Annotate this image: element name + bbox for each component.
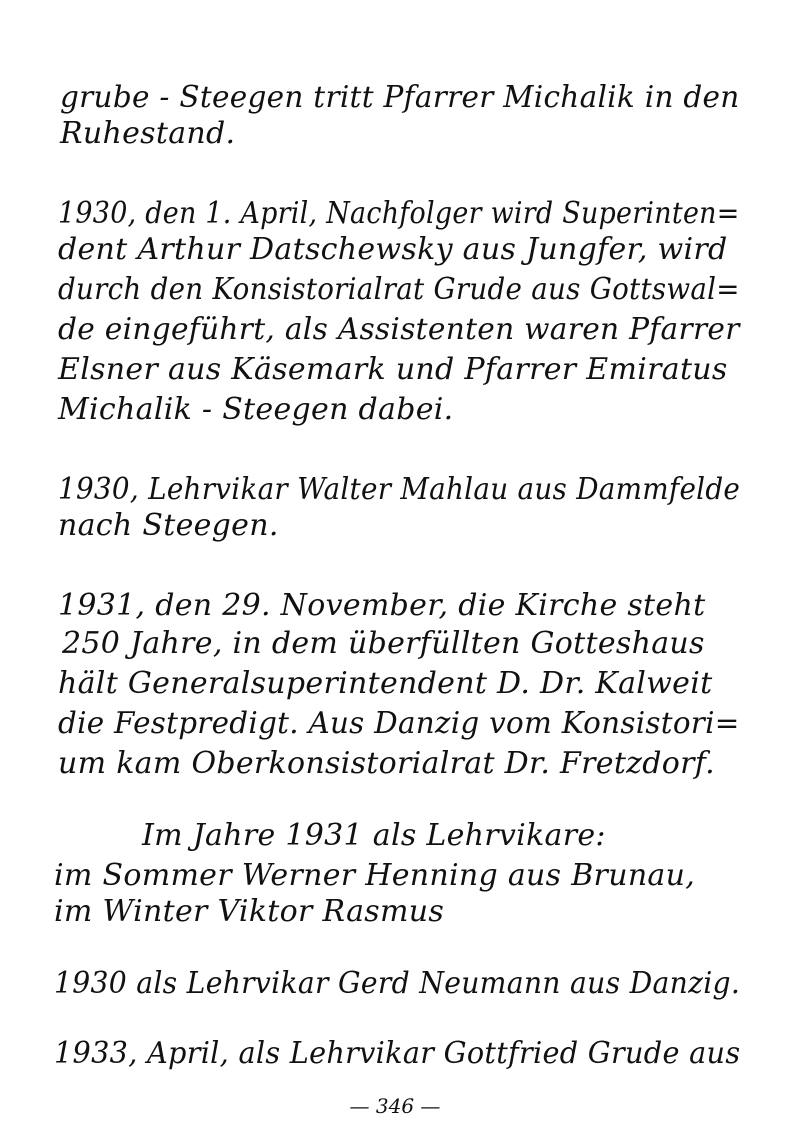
text-line-16: Im Jahre 1931 als Lehrvikare: bbox=[142, 818, 606, 853]
text-line-4: dent Arthur Datschewsky aus Jungfer, wird bbox=[58, 232, 728, 267]
text-line-12: 250 Jahre, in dem überfüllten Gotteshaus bbox=[62, 626, 705, 661]
text-line-1: grube - Steegen tritt Pfarrer Michalik in den bbox=[60, 80, 740, 115]
text-line-8: Michalik - Steegen dabei. bbox=[58, 392, 454, 427]
text-line-2: Ruhestand. bbox=[60, 116, 236, 151]
text-line-7: Elsner aus Käsemark und Pfarrer Emiratus bbox=[58, 352, 728, 387]
text-line-17: im Sommer Werner Henning aus Brunau, bbox=[54, 858, 696, 893]
text-line-20: 1933, April, als Lehrvikar Gottfried Grude aus bbox=[54, 1036, 741, 1071]
text-line-19: 1930 als Lehrvikar Gerd Neumann aus Danzig. bbox=[54, 966, 741, 1001]
text-line-9: 1930, Lehrvikar Walter Mahlau aus Dammfelde bbox=[58, 472, 741, 507]
text-line-5: durch den Konsistorialrat Grude aus Gottswal= bbox=[58, 272, 740, 307]
text-line-18: im Winter Viktor Rasmus bbox=[54, 894, 445, 929]
text-line-11: 1931, den 29. November, die Kirche steht bbox=[58, 588, 706, 623]
page-number: — 346 — bbox=[349, 1094, 441, 1118]
text-line-13: hält Generalsuperintendent D. Dr. Kalweit bbox=[58, 666, 713, 701]
text-line-10: nach Steegen. bbox=[58, 508, 279, 543]
text-line-3: 1930, den 1. April, Nachfolger wird Superinten= bbox=[58, 196, 740, 231]
text-line-15: um kam Oberkonsistorialrat Dr. Fretzdorf. bbox=[58, 746, 715, 781]
text-line-14: die Festpredigt. Aus Danzig vom Konsistori= bbox=[58, 706, 740, 741]
text-line-6: de eingeführt, als Assistenten waren Pfarrer bbox=[58, 312, 740, 347]
